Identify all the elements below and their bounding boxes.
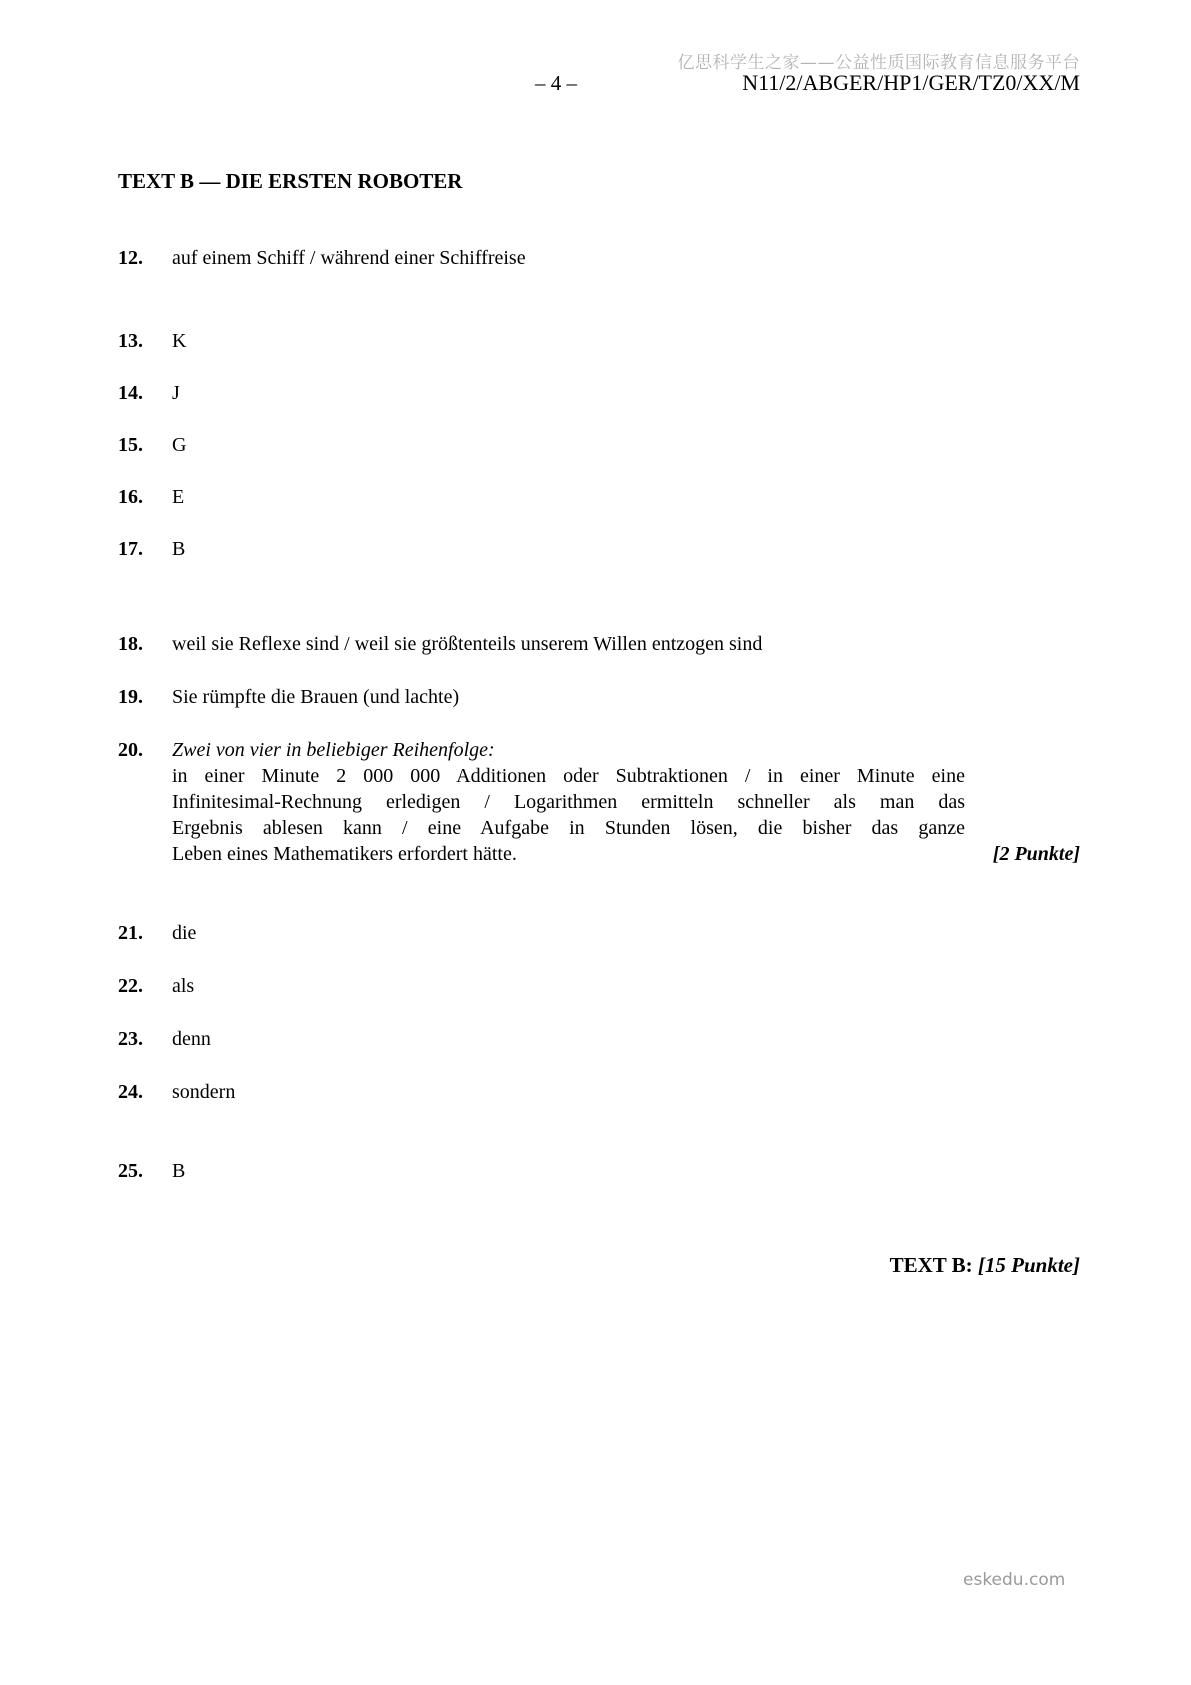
answer-text: B: [172, 538, 186, 560]
answer-text: als: [172, 975, 195, 997]
answer-intro-italic: Zwei von vier in beliebiger Reihenfolge:: [172, 739, 495, 761]
answer-text: weil sie Reflexe sind / weil sie größtenteils unserem Willen entzogen sind: [172, 633, 763, 655]
section-total: [890, 1253, 1080, 1278]
paragraph-line: Infinitesimal-Rechnung erledigen / Logarithmen ermitteln schneller als man das: [172, 791, 965, 813]
answer-number: 16.: [118, 486, 143, 508]
paragraph-line: Ergebnis ablesen kann / eine Aufgabe in Stunden lösen, die bisher das ganze: [172, 817, 965, 839]
answer-text: die: [172, 922, 197, 944]
answer-text: denn: [172, 1028, 211, 1050]
answer-text: K: [172, 330, 187, 352]
site-watermark: eskedu.com: [963, 1570, 1066, 1590]
section-title: TEXT B — DIE ERSTEN ROBOTER: [118, 169, 463, 193]
answer-number: 22.: [118, 975, 143, 997]
answer-text: G: [172, 434, 187, 456]
answer-number: 21.: [118, 922, 143, 944]
answer-number: 25.: [118, 1160, 143, 1182]
answer-number: 20.: [118, 739, 143, 761]
points-badge-q20: [2 Punkte]: [992, 843, 1080, 865]
exam-code: N11/2/ABGER/HP1/GER/TZ0/XX/M: [742, 70, 1080, 95]
chinese-watermark: 亿思科学生之家——公益性质国际教育信息服务平台: [677, 53, 1080, 73]
answer-text: B: [172, 1160, 186, 1182]
answer-number: 13.: [118, 330, 143, 352]
answer-number: 17.: [118, 538, 143, 560]
section-total-label: TEXT B:: [889, 1253, 973, 1277]
answer-text: Sie rümpfte die Brauen (und lachte): [172, 686, 460, 708]
answer-text: auf einem Schiff / während einer Schiffreise: [172, 247, 526, 269]
answer-number: 12.: [118, 247, 143, 269]
answer-number: 18.: [118, 633, 143, 655]
section-total-points: [15 Punkte]: [977, 1253, 1080, 1277]
paragraph-line: in einer Minute 2 000 000 Additionen oder Subtraktionen / in einer Minute eine: [172, 765, 965, 787]
paragraph-line: Leben eines Mathematikers erfordert hätte.: [172, 843, 517, 865]
answer-number: 15.: [118, 434, 143, 456]
answer-number: 24.: [118, 1081, 143, 1103]
answer-text: E: [172, 486, 185, 508]
answer-number: 19.: [118, 686, 143, 708]
page-number: – 4 –: [535, 71, 577, 95]
answer-paragraph: [172, 763, 965, 867]
answer-number: 23.: [118, 1028, 143, 1050]
answer-number: 14.: [118, 382, 143, 404]
answer-text: sondern: [172, 1081, 236, 1103]
answer-row-20: [118, 737, 1080, 867]
answer-text: J: [172, 382, 180, 404]
